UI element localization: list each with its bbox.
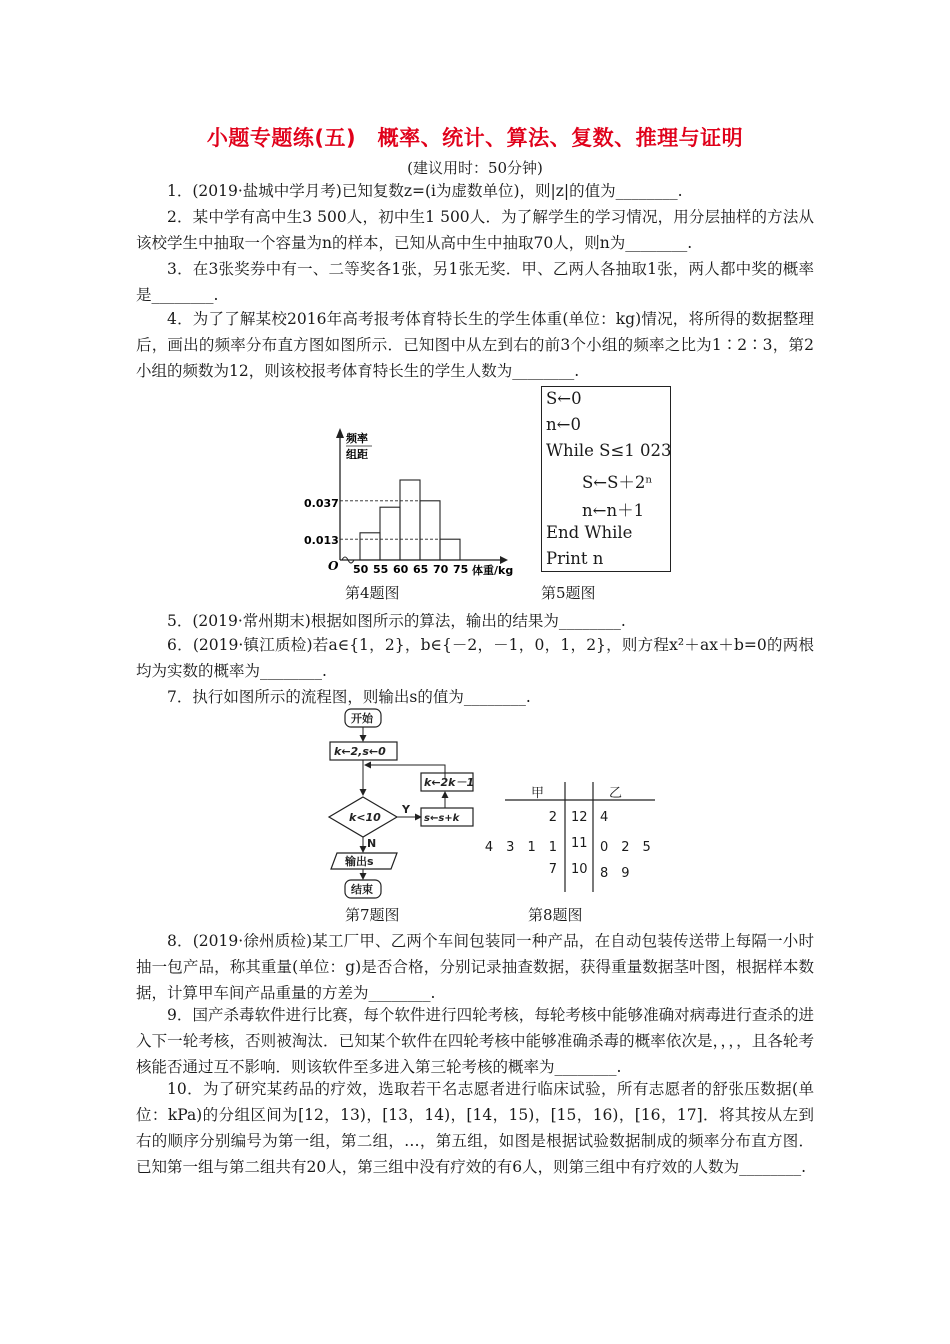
- fig4-xtick-50: 50: [353, 563, 369, 576]
- fig4-bar-60-65: [400, 480, 420, 560]
- question-9: 9．国产杀毒软件进行比赛，每个软件进行四轮考核，每轮考核中能够准确对病毒进行查杀的进入下一轮考核，否则被淘汰．已知某个软件在四轮考核中能够准确杀毒的概率依次是，，，，且各轮考核能否通过互不影响．则该软件至多进入第三轮考核的概率为________.: [136, 1006, 814, 1076]
- question-7: 7．执行如图所示的流程图，则输出s的值为________.: [167, 688, 531, 706]
- fig4-xtick-55: 55: [373, 563, 389, 576]
- fig4-bar-55-60: [380, 507, 400, 560]
- algo-line-5: n←n＋1: [582, 501, 645, 520]
- flow-output-label: 输出s: [345, 855, 374, 868]
- flow-yes-label: Y: [402, 803, 410, 816]
- stem-row2-right: 0 2 5: [600, 840, 651, 855]
- question-5: 5．(2019·常州期末)根据如图所示的算法，输出的结果为________.: [167, 612, 626, 630]
- algo-line-3: While S≤1 023: [546, 441, 672, 460]
- fig4-y-arrow: [336, 428, 344, 438]
- stem-row1-stem: 12: [571, 810, 588, 825]
- algo-line-2: n←0: [546, 415, 581, 434]
- page-subtitle: (建议用时：50分钟): [407, 159, 543, 177]
- stem-row1-right: 4: [600, 810, 609, 825]
- flow-start-label: 开始: [351, 712, 373, 725]
- stem-row3-left: 7: [548, 862, 557, 877]
- algo-line-6: End While: [546, 523, 633, 542]
- fig5-caption: 第5题图: [541, 584, 596, 602]
- flow-updates-label: s←s+k: [424, 813, 460, 824]
- fig4-bar-65-70: [420, 501, 440, 560]
- question-10: 10．为了研究某药品的疗效，选取若干名志愿者进行临床试验，所有志愿者的舒张压数据(单位：kPa)的分组区间为[12，13)，[13，14)，[14，15)，[15，16)，[16，17]．将其按从左到右的顺序分别编号为第一组，第二组，…，第五组，如图是根据试验数据制成的频率分布直方图．已知第一组与第二组共有20人，第三组中没有疗效的有6人，则第三组中有疗效的人数为________.: [136, 1080, 814, 1176]
- fig7-caption: 第7题图: [345, 906, 400, 924]
- fig4-xlabel: 体重/kg: [472, 564, 514, 577]
- flow-condition-label: k<10: [349, 811, 381, 824]
- stem-left-header: 甲: [531, 786, 545, 801]
- fig4-bar-70-75: [440, 539, 460, 560]
- page-title: 小题专题练(五) 概率、统计、算法、复数、推理与证明: [206, 126, 744, 150]
- stem-row2-left: 4 3 1 1: [484, 840, 557, 855]
- fig4-xtick-70: 70: [433, 563, 449, 576]
- question-4: 4．为了了解某校2016年高考报考体育特长生的学生体重(单位：kg)情况，将所得的数据整理后，画出的频率分布直方图如图所示．已知图中从左到右的前3个小组的频率之比为1∶2∶3，第2小组的频数为12，则该校报考体育特长生的学生人数为________.: [136, 310, 814, 380]
- fig8-stem-leaf: [484, 782, 655, 892]
- fig7-flowchart: [325, 707, 480, 902]
- fig8-caption: 第8题图: [528, 906, 583, 924]
- algo-line-4: S←S＋2ⁿ: [582, 473, 653, 492]
- question-2: 2．某中学有高中生3 500人，初中生1 500人．为了解学生的学习情况，用分层抽样的方法从该校学生中抽取一个容量为n的样本，已知从高中生中抽取70人，则n为________.: [136, 208, 814, 252]
- fig4-x-arrow: [500, 556, 508, 564]
- fig4-ytick-0037: 0.037: [304, 497, 339, 510]
- stem-row2-stem: 11: [571, 836, 588, 851]
- fig4-ylabel-bottom: 组距: [346, 448, 368, 461]
- question-8: 8．(2019·徐州质检)某工厂甲、乙两个车间包装同一种产品，在自动包装传送带上每隔一小时抽一包产品，称其重量(单位：g)是否合格，分别记录抽查数据，获得重量数据茎叶图，根据样本数据，计算甲车间产品重量的方差为________.: [136, 932, 814, 1002]
- algo-line-7: Print n: [546, 549, 604, 568]
- algo-line-1: S←0: [546, 389, 582, 408]
- fig4-origin: O: [328, 559, 339, 573]
- stem-row1-left: 2: [548, 810, 557, 825]
- flow-no-label: N: [367, 837, 377, 850]
- fig4-histogram: [300, 420, 525, 580]
- fig4-xtick-60: 60: [393, 563, 409, 576]
- fig5-algorithm-box: [541, 386, 671, 572]
- question-3: 3．在3张奖券中有一、二等奖各1张，另1张无奖．甲、乙两人各抽取1张，两人都中奖的概率是________.: [136, 260, 814, 304]
- fig4-ytick-0013: 0.013: [304, 534, 339, 547]
- stem-right-header: 乙: [609, 786, 623, 801]
- flow-init-label: k←2,s←0: [334, 745, 386, 758]
- flow-updatek-label: k←2k－1: [424, 776, 475, 789]
- fig4-xtick-75: 75: [453, 563, 469, 576]
- flow-end-label: 结束: [351, 883, 373, 896]
- stem-row3-stem: 10: [571, 862, 588, 877]
- fig4-caption: 第4题图: [345, 584, 400, 602]
- fig4-ylabel-top: 频率: [346, 432, 368, 445]
- question-1: 1．(2019·盐城中学月考)已知复数z=(i为虚数单位)，则|z|的值为________.: [167, 182, 683, 200]
- fig4-xtick-65: 65: [413, 563, 429, 576]
- question-6: 6．(2019·镇江质检)若a∈{1，2}，b∈{－2，－1，0，1，2}，则方程x²＋ax＋b=0的两根均为实数的概率为________.: [136, 636, 814, 680]
- stem-row3-right: 8 9: [600, 866, 630, 881]
- fig4-bar-50-55: [360, 533, 380, 560]
